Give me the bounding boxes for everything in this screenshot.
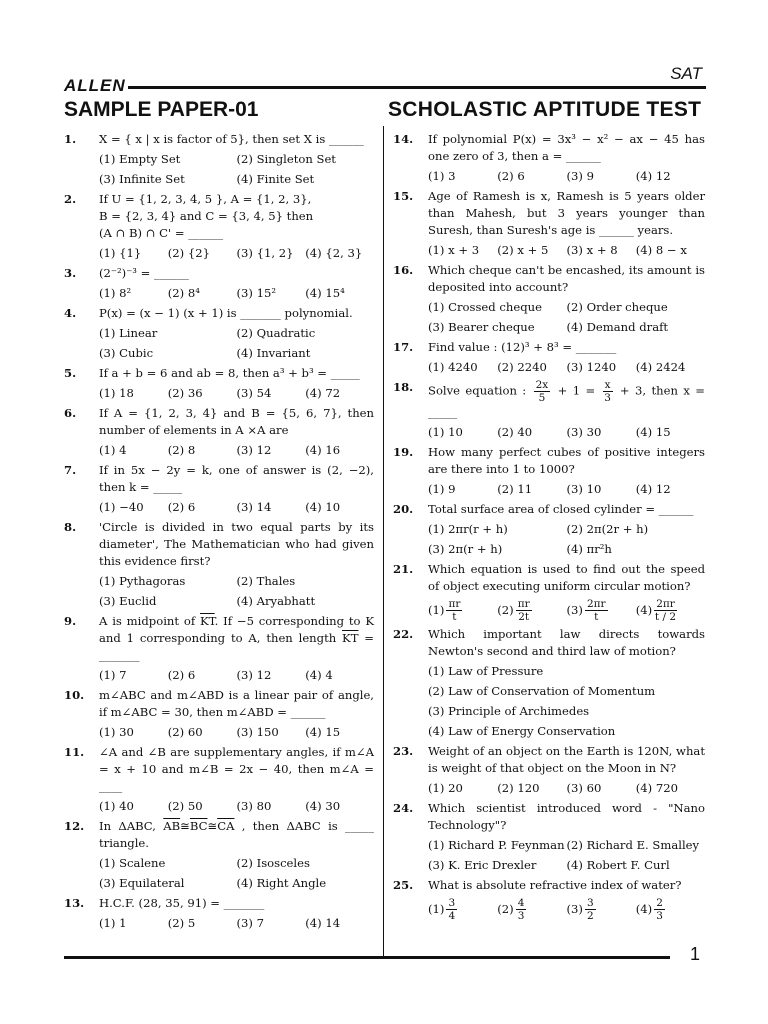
question-text: Find value : (12)³ + 8³ = _______ bbox=[428, 340, 617, 354]
answer-option: (4) 8 − x bbox=[635, 243, 687, 257]
question-number: 14. bbox=[393, 132, 414, 146]
question-number: 24. bbox=[393, 801, 414, 815]
option-row bbox=[99, 151, 374, 168]
answer-option: (3) Cubic bbox=[99, 346, 154, 360]
fraction-numerator: x bbox=[604, 379, 611, 391]
question-item bbox=[64, 131, 374, 188]
option-list bbox=[99, 325, 374, 362]
fraction-denominator: t / 2 bbox=[654, 611, 677, 623]
fraction-numerator: 2 bbox=[656, 897, 663, 909]
option-list bbox=[99, 285, 374, 302]
answer-option: (2) 2π(2r + h) bbox=[566, 522, 649, 536]
question-number: 17. bbox=[393, 340, 414, 354]
answer-option: (3) 60 bbox=[566, 781, 602, 795]
question-number: 20. bbox=[393, 502, 414, 516]
answer-option: (2) 60 bbox=[167, 725, 203, 739]
answer-option bbox=[567, 598, 636, 623]
answer-option: (4) 4 bbox=[305, 668, 333, 682]
question-item bbox=[393, 800, 705, 874]
option-row bbox=[99, 171, 374, 188]
answer-option: (3) 2π(r + h) bbox=[428, 542, 503, 556]
question-item bbox=[393, 444, 705, 498]
fraction-denominator: 3 bbox=[517, 910, 525, 922]
fraction-numerator: πr bbox=[517, 598, 530, 610]
option-label: (2) bbox=[497, 603, 514, 617]
option-list bbox=[99, 798, 374, 815]
option-list bbox=[428, 663, 705, 740]
answer-option bbox=[428, 598, 497, 623]
question-text: If polynomial P(x) = 3x³ − x² − ax − 45 has one zero of 3, then a = ______ bbox=[428, 132, 705, 163]
segment-label: $\overline{AB}$ bbox=[163, 819, 181, 833]
question-text: Weight of an object on the Earth is 120N, what is weight of that object on the Moon in N? bbox=[428, 744, 705, 775]
test-title: SCHOLASTIC APTITUDE TEST bbox=[388, 98, 702, 121]
answer-option: (4) Demand draft bbox=[566, 320, 669, 334]
answer-option bbox=[567, 897, 636, 922]
fraction-numerator: 2πr bbox=[586, 598, 606, 610]
question-line: If U = {1, 2, 3, 4, 5 }, A = {1, 2, 3}, bbox=[99, 192, 312, 206]
option-list bbox=[99, 442, 374, 459]
question-text: What is absolute refractive index of water? bbox=[428, 878, 682, 892]
answer-option: (1) 10 bbox=[428, 425, 463, 439]
answer-option: (2) 6 bbox=[497, 169, 525, 183]
answer-option: (1) 2πr(r + h) bbox=[428, 522, 508, 536]
fraction-denominator: t bbox=[594, 611, 599, 623]
option-list bbox=[428, 359, 705, 376]
answer-option: (2) Order cheque bbox=[566, 300, 668, 314]
option-list bbox=[428, 521, 705, 558]
answer-option: (4) 14 bbox=[305, 916, 341, 930]
option-row bbox=[428, 683, 705, 700]
answer-option: (2) 36 bbox=[167, 386, 203, 400]
footer-rule bbox=[64, 956, 670, 959]
option-list bbox=[428, 598, 705, 623]
question-number: 5. bbox=[64, 366, 77, 380]
question-number: 3. bbox=[64, 266, 77, 280]
option-row bbox=[428, 897, 705, 922]
answer-option: (3) {1, 2} bbox=[236, 246, 294, 260]
answer-option: (1) 4 bbox=[99, 443, 127, 457]
option-label: (3) bbox=[566, 603, 583, 617]
fraction bbox=[654, 598, 677, 623]
question-number: 7. bbox=[64, 463, 77, 477]
answer-option: (4) Robert F. Curl bbox=[566, 858, 670, 872]
answer-option: (4) Right Angle bbox=[236, 876, 327, 890]
question-item bbox=[64, 405, 374, 459]
option-label: (4) bbox=[635, 902, 653, 916]
option-list bbox=[428, 242, 705, 259]
question-text: If in 5x − 2y = k, one of answer is (2, −2), then k = _____ bbox=[99, 463, 374, 494]
answer-option: (4) 12 bbox=[635, 169, 671, 183]
fraction-denominator: 4 bbox=[448, 910, 456, 922]
question-number: 8. bbox=[64, 520, 77, 534]
option-list bbox=[428, 897, 705, 922]
question-number: 23. bbox=[393, 744, 414, 758]
answer-option: (3) 12 bbox=[236, 443, 272, 457]
option-list bbox=[99, 245, 374, 262]
question-number: 1. bbox=[64, 132, 77, 146]
option-row bbox=[99, 593, 374, 610]
option-row bbox=[99, 915, 374, 932]
answer-option: (3) 80 bbox=[236, 799, 272, 813]
answer-option bbox=[497, 897, 566, 922]
answer-option: (4) 12 bbox=[635, 482, 671, 496]
answer-option: (4) {2, 3} bbox=[305, 246, 363, 260]
answer-option: (3) x + 8 bbox=[566, 243, 618, 257]
answer-option: (1) Crossed cheque bbox=[428, 300, 542, 314]
answer-option: (1) Pythagoras bbox=[99, 574, 186, 588]
segment-label: $\overline{CA}$ bbox=[217, 819, 235, 833]
question-item bbox=[393, 262, 705, 336]
option-row bbox=[99, 442, 374, 459]
fraction bbox=[446, 598, 462, 623]
page-number: 1 bbox=[690, 944, 701, 964]
column-divider bbox=[383, 126, 384, 956]
answer-option: (2) 120 bbox=[497, 781, 540, 795]
option-list bbox=[428, 780, 705, 797]
answer-option: (3) Equilateral bbox=[99, 876, 185, 890]
question-text: H.C.F. (28, 35, 91) = _______ bbox=[99, 896, 265, 910]
option-row bbox=[428, 541, 705, 558]
answer-option: (3) 14 bbox=[236, 500, 272, 514]
exam-code: SAT bbox=[670, 64, 702, 83]
option-list bbox=[99, 724, 374, 741]
question-number: 2. bbox=[64, 192, 77, 206]
answer-option: (2) Thales bbox=[236, 574, 296, 588]
answer-option: (2) 2240 bbox=[497, 360, 547, 374]
answer-option bbox=[636, 897, 705, 922]
header-rule bbox=[128, 86, 706, 89]
answer-option: (4) 30 bbox=[305, 799, 341, 813]
fraction-numerator: πr bbox=[448, 598, 461, 610]
option-row bbox=[99, 345, 374, 362]
option-row bbox=[99, 499, 374, 516]
answer-option: (2) 5 bbox=[167, 916, 196, 930]
answer-option: (1) Linear bbox=[99, 326, 158, 340]
question-text: (2⁻²)⁻³ = ______ bbox=[99, 266, 189, 280]
fraction bbox=[446, 897, 457, 922]
question-item bbox=[393, 626, 705, 740]
option-list bbox=[428, 481, 705, 498]
segment-label: $\overline{KT}$ bbox=[342, 631, 359, 645]
fraction bbox=[654, 897, 665, 922]
option-row bbox=[99, 875, 374, 892]
answer-option: (1) x + 3 bbox=[428, 243, 480, 257]
fraction-numerator: 2πr bbox=[656, 598, 675, 610]
question-number: 10. bbox=[64, 688, 85, 702]
answer-option: (1) 1 bbox=[99, 916, 127, 930]
question-text: ∠A and ∠B are supplementary angles, if m∠A = x + 10 and m∠B = 2x − 40, then m∠A = ____ bbox=[99, 745, 374, 793]
question-text: Which equation is used to find out the speed of object executing uniform circular motion? bbox=[428, 562, 705, 593]
answer-option: (4) 16 bbox=[305, 443, 341, 457]
option-label: (4) bbox=[635, 603, 653, 617]
question-item bbox=[64, 191, 374, 262]
option-label: (1) bbox=[428, 902, 445, 916]
option-row bbox=[99, 385, 374, 402]
question-text: If A = {1, 2, 3, 4} and B = {5, 6, 7}, then number of elements in A ×A are bbox=[99, 406, 374, 437]
answer-option: (2) Quadratic bbox=[236, 326, 316, 340]
answer-option: (2) 40 bbox=[497, 425, 533, 439]
option-row bbox=[428, 703, 705, 720]
fraction-denominator: 2 bbox=[586, 910, 594, 922]
question-item bbox=[393, 561, 705, 623]
answer-option: (3) 30 bbox=[566, 425, 602, 439]
answer-option: (1) 7 bbox=[99, 668, 127, 682]
question-text: P(x) = (x − 1) (x + 1) is _______ polynomial. bbox=[99, 306, 353, 320]
question-text: 'Circle is divided in two equal parts by its diameter', The Mathematician who had given this evidence first? bbox=[99, 520, 374, 568]
option-row bbox=[99, 573, 374, 590]
question-item bbox=[64, 744, 374, 815]
question-number: 18. bbox=[393, 380, 414, 394]
answer-option: (4) 15 bbox=[635, 425, 671, 439]
fraction-numerator: 2x bbox=[535, 379, 549, 391]
answer-option: (3) 150 bbox=[236, 725, 279, 739]
option-row bbox=[428, 598, 705, 623]
question-text: How many perfect cubes of positive integers are there into 1 to 1000? bbox=[428, 445, 705, 476]
answer-option: (3) Infinite Set bbox=[99, 172, 185, 186]
answer-option: (4) 2424 bbox=[635, 360, 686, 374]
answer-option: (1) 4240 bbox=[428, 360, 478, 374]
right-question-column bbox=[393, 131, 705, 925]
question-item bbox=[393, 339, 705, 376]
answer-option: (4) πr²h bbox=[566, 542, 612, 556]
option-row bbox=[99, 855, 374, 872]
question-text: In ΔABC, $\overline{AB}≅\overline{BC}≅\overline{CA}$ , then ΔABC is _____ triangle. bbox=[99, 819, 375, 850]
fraction-denominator: 5 bbox=[538, 392, 546, 404]
question-text: m∠ABC and m∠ABD is a linear pair of angle, if m∠ABC = 30, then m∠ABD = ______ bbox=[99, 688, 374, 719]
answer-option: (4) 15⁴ bbox=[305, 286, 345, 300]
question-item bbox=[393, 877, 705, 922]
answer-option: (1) Richard P. Feynman bbox=[428, 838, 565, 852]
answer-option: (4) 72 bbox=[305, 386, 341, 400]
option-row bbox=[428, 242, 705, 259]
answer-option: (3) 54 bbox=[236, 386, 272, 400]
question-text: Which scientist introduced word - "Nano Technology"? bbox=[428, 801, 705, 832]
answer-option: (1) 30 bbox=[99, 725, 134, 739]
question-item bbox=[64, 462, 374, 516]
option-label: (2) bbox=[497, 902, 514, 916]
answer-option: (1) 8² bbox=[99, 286, 132, 300]
answer-option: (2) 8 bbox=[167, 443, 196, 457]
answer-option: (1) 3 bbox=[428, 169, 456, 183]
left-question-column bbox=[64, 131, 374, 935]
answer-option: (2) x + 5 bbox=[497, 243, 549, 257]
answer-option: (2) 50 bbox=[167, 799, 203, 813]
question-item bbox=[64, 305, 374, 362]
answer-option: (4) 10 bbox=[305, 500, 341, 514]
question-item bbox=[393, 743, 705, 797]
question-number: 12. bbox=[64, 819, 85, 833]
option-label: (1) bbox=[428, 603, 445, 617]
question-text: A is midpoint of $\overline{KT}$. If −5 corresponding to K and 1 corresponding to A, then length $\overline{KT}$ = _______ bbox=[99, 614, 374, 662]
answer-option: (4) Aryabhatt bbox=[236, 594, 316, 608]
fraction-numerator: 3 bbox=[586, 897, 594, 909]
question-number: 4. bbox=[64, 306, 77, 320]
fraction bbox=[603, 379, 613, 404]
fraction bbox=[516, 897, 527, 922]
answer-option: (2) Richard E. Smalley bbox=[566, 838, 700, 852]
paper-title: SAMPLE PAPER-01 bbox=[64, 98, 259, 121]
question-number: 19. bbox=[393, 445, 414, 459]
option-row bbox=[99, 667, 374, 684]
answer-option: (2) 6 bbox=[167, 500, 196, 514]
question-item bbox=[64, 519, 374, 610]
answer-option: (3) 9 bbox=[566, 169, 594, 183]
fraction-denominator: t bbox=[452, 611, 457, 623]
option-row bbox=[428, 663, 705, 680]
answer-option: (2) Law of Conservation of Momentum bbox=[428, 684, 656, 698]
fraction bbox=[585, 897, 596, 922]
answer-option: (1) 18 bbox=[99, 386, 134, 400]
segment-label: $\overline{BC}$ bbox=[189, 819, 208, 833]
answer-option: (3) Euclid bbox=[99, 594, 157, 608]
allen-logo: ALLEN bbox=[64, 76, 126, 95]
option-list bbox=[428, 424, 705, 441]
question-item bbox=[64, 818, 374, 892]
option-list bbox=[99, 499, 374, 516]
answer-option: (3) Bearer cheque bbox=[428, 320, 535, 334]
answer-option: (1) Scalene bbox=[99, 856, 166, 870]
answer-option: (2) {2} bbox=[167, 246, 210, 260]
option-list bbox=[99, 573, 374, 610]
option-row bbox=[99, 285, 374, 302]
question-number: 13. bbox=[64, 896, 85, 910]
congruent-symbol: ≅ bbox=[180, 819, 190, 833]
fraction-denominator: 3 bbox=[656, 910, 663, 922]
question-number: 9. bbox=[64, 614, 77, 628]
answer-option: (1) 20 bbox=[428, 781, 463, 795]
question-text: Total surface area of closed cylinder = ______ bbox=[428, 502, 694, 516]
answer-option: (3) 12 bbox=[236, 668, 272, 682]
question-item bbox=[64, 613, 374, 684]
option-row bbox=[428, 168, 705, 185]
fraction-denominator: 3 bbox=[604, 392, 611, 404]
option-row bbox=[99, 245, 374, 262]
question-text: Solve equation : $\frac{2x}{5}$ + 1 = $\frac{x}{3}$ + 3, then x = _____ bbox=[428, 379, 705, 419]
congruent-symbol: ≅ bbox=[207, 819, 218, 833]
answer-option: (3) 10 bbox=[566, 482, 602, 496]
fraction-numerator: 3 bbox=[448, 897, 456, 909]
question-text: X = { x | x is factor of 5}, then set X is ______ bbox=[99, 132, 364, 146]
option-list bbox=[99, 855, 374, 892]
option-row bbox=[99, 724, 374, 741]
option-row bbox=[99, 325, 374, 342]
option-list bbox=[428, 299, 705, 336]
option-row bbox=[428, 857, 705, 874]
question-item bbox=[64, 265, 374, 302]
question-number: 6. bbox=[64, 406, 77, 420]
answer-option: (3) 1240 bbox=[566, 360, 617, 374]
option-row bbox=[428, 780, 705, 797]
question-text: If a + b = 6 and ab = 8, then a³ + b³ = _____ bbox=[99, 366, 360, 380]
answer-option: (3) K. Eric Drexler bbox=[428, 858, 537, 872]
option-list bbox=[428, 837, 705, 874]
question-item bbox=[393, 501, 705, 558]
fraction-denominator: 2t bbox=[518, 611, 530, 623]
fraction-numerator: 4 bbox=[517, 897, 525, 909]
option-row bbox=[428, 319, 705, 336]
option-row bbox=[428, 424, 705, 441]
answer-option: (4) 720 bbox=[635, 781, 678, 795]
option-row bbox=[428, 723, 705, 740]
option-row bbox=[99, 798, 374, 815]
answer-option bbox=[636, 598, 705, 623]
question-number: 22. bbox=[393, 627, 414, 641]
question-number: 21. bbox=[393, 562, 414, 576]
question-item bbox=[393, 379, 705, 441]
option-list bbox=[99, 667, 374, 684]
answer-option: (2) 6 bbox=[167, 668, 196, 682]
option-list bbox=[428, 168, 705, 185]
answer-option: (3) Principle of Archimedes bbox=[428, 704, 590, 718]
question-text: Which cheque can't be encashed, its amount is deposited into account? bbox=[428, 263, 705, 294]
question-item bbox=[393, 131, 705, 185]
question-number: 16. bbox=[393, 263, 414, 277]
answer-option: (1) {1} bbox=[99, 246, 142, 260]
question-number: 11. bbox=[64, 745, 85, 759]
option-row bbox=[428, 359, 705, 376]
option-list bbox=[99, 385, 374, 402]
answer-option: (1) −40 bbox=[99, 500, 144, 514]
option-list bbox=[99, 915, 374, 932]
option-list bbox=[99, 151, 374, 188]
answer-option bbox=[428, 897, 497, 922]
answer-option: (4) Law of Energy Conservation bbox=[428, 724, 616, 738]
fraction bbox=[516, 598, 532, 623]
fraction bbox=[534, 379, 551, 404]
answer-option: (4) Invariant bbox=[236, 346, 311, 360]
question-item bbox=[64, 687, 374, 741]
option-row bbox=[428, 521, 705, 538]
question-line: B = {2, 3, 4} and C = {3, 4, 5} then bbox=[99, 209, 314, 223]
question-number: 25. bbox=[393, 878, 414, 892]
answer-option bbox=[497, 598, 566, 623]
question-text: Which important law directs towards Newton's second and third law of motion? bbox=[428, 627, 705, 658]
answer-option: (1) 9 bbox=[428, 482, 456, 496]
option-row bbox=[428, 481, 705, 498]
answer-option: (1) Law of Pressure bbox=[428, 664, 544, 678]
answer-option: (4) Finite Set bbox=[236, 172, 315, 186]
answer-option: (1) 40 bbox=[99, 799, 134, 813]
question-number: 15. bbox=[393, 189, 414, 203]
answer-option: (4) 15 bbox=[305, 725, 341, 739]
answer-option: (2) 8⁴ bbox=[167, 286, 200, 300]
fraction bbox=[585, 598, 608, 623]
question-text: Age of Ramesh is x, Ramesh is 5 years older than Mahesh, but 3 years younger than Suresh, than Suresh's age is ______ years. bbox=[428, 189, 705, 237]
answer-option: (3) 7 bbox=[236, 916, 264, 930]
option-row bbox=[428, 837, 705, 854]
question-text bbox=[99, 191, 374, 242]
answer-option: (2) Isosceles bbox=[236, 856, 310, 870]
option-row bbox=[428, 299, 705, 316]
answer-option: (3) 15² bbox=[236, 286, 277, 300]
question-item bbox=[64, 895, 374, 932]
question-line: (A ∩ B) ∩ C' = ______ bbox=[99, 226, 224, 240]
option-label: (3) bbox=[566, 902, 583, 916]
question-item bbox=[64, 365, 374, 402]
question-item bbox=[393, 188, 705, 259]
answer-option: (2) Singleton Set bbox=[236, 152, 336, 166]
answer-option: (2) 11 bbox=[497, 482, 533, 496]
answer-option: (1) Empty Set bbox=[99, 152, 181, 166]
segment-label: $\overline{KT}$ bbox=[199, 614, 215, 628]
